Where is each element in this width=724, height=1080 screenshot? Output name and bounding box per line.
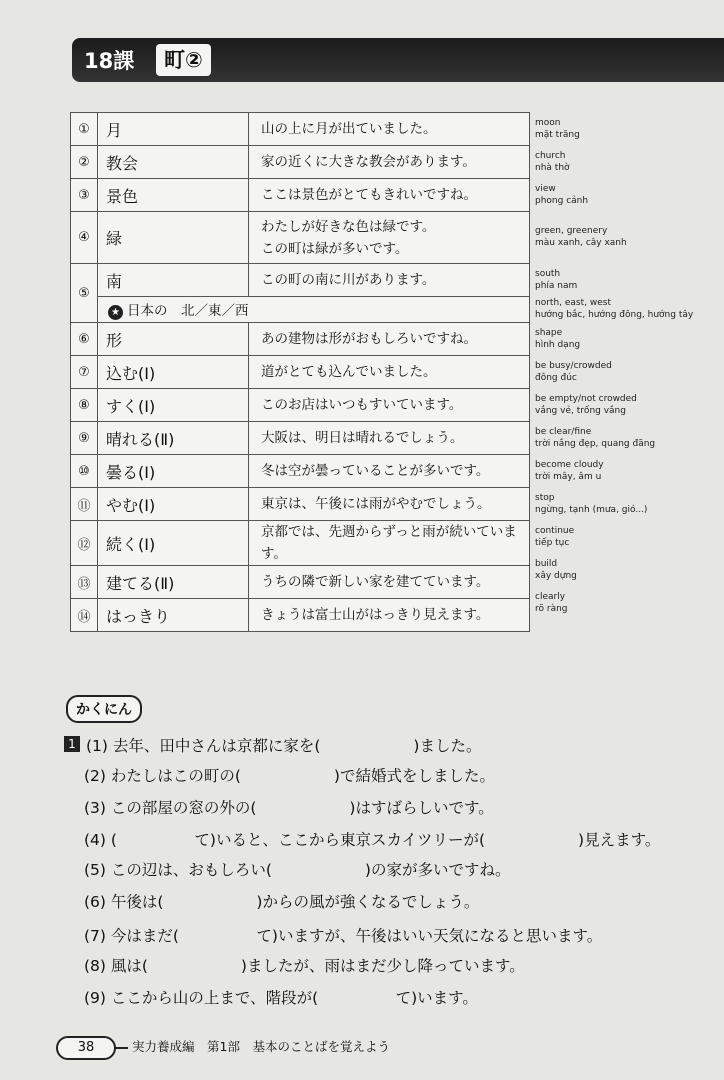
vocab-example	[249, 566, 530, 599]
vocab-meaning	[535, 117, 580, 141]
meaning-english: church	[535, 150, 566, 161]
example-sentence: きょうは富士山がはっきり見えます。	[261, 607, 490, 623]
vocab-word: 込む(Ⅰ)	[98, 356, 249, 389]
exercise-question: (5) この辺は、おもしろい( )の家が多いですね。	[84, 861, 511, 879]
example-sentence: ここは景色がとてもきれいですね。	[261, 187, 477, 203]
vocab-word: 南	[98, 264, 249, 297]
meaning-english: view	[535, 183, 556, 194]
vocab-meaning	[535, 558, 577, 582]
meaning-vietnamese: đông đúc	[535, 372, 577, 383]
example-sentence: 冬は空が曇っていることが多いです。	[261, 463, 490, 479]
vocab-number: ③	[71, 179, 98, 212]
vocab-word: 晴れる(Ⅱ)	[98, 422, 249, 455]
lesson-topic: 町②	[156, 44, 211, 76]
meaning-vietnamese: nhà thờ	[535, 162, 570, 173]
vocab-meaning	[535, 268, 577, 292]
vocab-word: 曇る(Ⅰ)	[98, 455, 249, 488]
meaning-vietnamese: màu xanh, cây xanh	[535, 238, 627, 248]
vocab-row	[71, 422, 530, 455]
meaning-vietnamese: trời nắng đẹp, quang đãng	[535, 438, 656, 449]
meaning-vietnamese: tiếp tục	[535, 537, 570, 548]
example-sentence: このお店はいつもすいています。	[261, 397, 463, 413]
exercise-label: かくにん	[66, 695, 142, 723]
example-sentence: 山の上に月が出ていました。	[261, 121, 437, 137]
vocab-word: 景色	[98, 179, 249, 212]
vocab-row	[71, 264, 530, 297]
vocab-row	[71, 146, 530, 179]
vocab-example	[249, 389, 530, 422]
example-sentence: わたしが好きな色は緑です。	[261, 218, 436, 235]
vocab-word: 形	[98, 323, 249, 356]
meaning-english: shape	[535, 327, 563, 338]
vocab-meaning	[535, 183, 588, 207]
example-sentence: 京都では、先週からずっと雨が続いています。	[261, 524, 517, 562]
direction-text: 日本の 北／東／西	[127, 303, 249, 319]
vocab-example	[249, 521, 530, 566]
meaning-english: be empty/not crowded	[535, 393, 637, 404]
vocab-number: ⑤	[71, 264, 98, 323]
vocab-word: はっきり	[98, 599, 249, 632]
vocab-table	[70, 112, 530, 632]
vocab-example	[249, 422, 530, 455]
footer-divider	[114, 1047, 128, 1049]
lesson-number: 18課	[84, 49, 135, 73]
vocab-number: ⑬	[71, 566, 98, 599]
meaning-vietnamese: trời mây, âm u	[535, 471, 602, 482]
vocab-word: 月	[98, 113, 249, 146]
meaning-vietnamese: phía nam	[535, 280, 578, 291]
meaning-vietnamese: hình dạng	[535, 339, 581, 350]
meaning-english: clearly	[535, 591, 566, 602]
vocab-example	[249, 179, 530, 212]
meaning-english: continue	[535, 525, 575, 536]
vocab-number: ⑪	[71, 488, 98, 521]
vocab-meaning	[535, 360, 612, 384]
vocab-number: ②	[71, 146, 98, 179]
vocab-meaning	[535, 225, 627, 249]
meaning-english: be clear/fine	[535, 426, 592, 437]
meaning-english: green, greenery	[535, 226, 608, 236]
vocab-example	[249, 455, 530, 488]
vocab-number: ①	[71, 113, 98, 146]
vocab-meaning	[535, 327, 580, 351]
vocab-word: 教会	[98, 146, 249, 179]
footer-text: 実力養成編 第1部 基本のことばを覚えよう	[132, 1039, 390, 1054]
vocab-word: やむ(Ⅰ)	[98, 488, 249, 521]
vocab-word: 続く(Ⅰ)	[98, 521, 249, 566]
vocab-meaning	[535, 426, 655, 450]
vocab-example	[249, 264, 530, 297]
vocab-row	[71, 488, 530, 521]
example-sentence: この町は緑が多いです。	[261, 240, 409, 257]
vocab-example	[249, 146, 530, 179]
exercise-question: (4) ( て)いると、ここから東京スカイツリーが( )見えます。	[84, 831, 661, 849]
vocab-word: 建てる(Ⅱ)	[98, 566, 249, 599]
vocab-number: ⑩	[71, 455, 98, 488]
example-sentence: 東京は、午後には雨がやむでしょう。	[261, 496, 491, 512]
meaning-english: build	[535, 558, 558, 569]
vocab-meaning	[535, 459, 604, 483]
vocab-row	[71, 566, 530, 599]
vocab-row	[71, 521, 530, 566]
vocab-word: すく(Ⅰ)	[98, 389, 249, 422]
example-sentence: うちの隣で新しい家を建てています。	[261, 574, 490, 590]
star-icon: ★	[108, 305, 123, 320]
example-sentence: あの建物は形がおもしろいですね。	[261, 331, 477, 347]
meaning-english: north, east, west	[535, 298, 611, 308]
vocab-number: ⑫	[71, 521, 98, 566]
meaning-english: south	[535, 268, 561, 279]
vocab-meaning	[535, 393, 637, 417]
meaning-vietnamese: xây dựng	[535, 570, 577, 581]
example-sentence: 道がとても込んでいました。	[261, 364, 437, 380]
meaning-vietnamese: vắng vẻ, trống vắng	[535, 405, 626, 416]
page-number: 38	[56, 1036, 116, 1060]
meaning-vietnamese: ngừng, tạnh (mưa, gió...)	[535, 504, 648, 515]
vocab-meaning	[535, 150, 570, 174]
vocab-example	[249, 212, 530, 264]
vocab-row	[71, 356, 530, 389]
vocab-row	[71, 599, 530, 632]
meaning-english: stop	[535, 492, 555, 503]
meaning-vietnamese: rõ ràng	[535, 603, 568, 614]
vocab-example	[249, 599, 530, 632]
vocab-number: ④	[71, 212, 98, 264]
exercise-question: (3) この部屋の窓の外の( )はすばらしいです。	[84, 799, 494, 817]
meaning-english: be busy/crowded	[535, 360, 612, 371]
vocab-row	[71, 297, 530, 323]
meaning-vietnamese: hướng bắc, hướng đông, hướng tây	[535, 310, 694, 320]
vocab-meaning	[535, 297, 693, 321]
vocab-number: ⑨	[71, 422, 98, 455]
vocab-row	[71, 179, 530, 212]
vocab-example	[249, 113, 530, 146]
vocab-number: ⑥	[71, 323, 98, 356]
vocab-example	[249, 356, 530, 389]
vocab-row	[71, 323, 530, 356]
vocab-meaning	[535, 525, 574, 549]
vocab-row	[71, 113, 530, 146]
meaning-english: moon	[535, 117, 561, 128]
vocab-example	[249, 488, 530, 521]
vocab-meaning	[535, 492, 647, 516]
example-sentence: この町の南に川があります。	[261, 272, 436, 288]
meaning-vietnamese: mặt trăng	[535, 129, 580, 140]
vocab-example	[249, 323, 530, 356]
direction-note	[98, 297, 530, 323]
vocab-number: ⑦	[71, 356, 98, 389]
vocab-word: 緑	[98, 212, 249, 264]
vocab-number: ⑧	[71, 389, 98, 422]
vocab-row	[71, 389, 530, 422]
question-number-box: 1	[64, 736, 80, 752]
exercise-question: (7) 今はまだ( て)いますが、午後はいい天気になると思います。	[84, 927, 603, 945]
meaning-english: become cloudy	[535, 459, 604, 470]
example-sentence: 家の近くに大きな教会があります。	[261, 154, 476, 170]
vocab-row	[71, 455, 530, 488]
vocab-row	[71, 212, 530, 264]
exercise-question: (9) ここから山の上まで、階段が( て)います。	[84, 989, 478, 1007]
exercise-question: (2) わたしはこの町の( )で結婚式をしました。	[84, 767, 495, 785]
vocab-number: ⑭	[71, 599, 98, 632]
meaning-vietnamese: phong cảnh	[535, 195, 589, 206]
vocab-meaning	[535, 591, 568, 615]
exercise-question: (1) 去年、田中さんは京都に家を( )ました。	[86, 737, 482, 755]
example-sentence: 大阪は、明日は晴れるでしょう。	[261, 430, 464, 446]
exercise-question: (6) 午後は( )からの風が強くなるでしょう。	[84, 893, 480, 911]
exercise-question: (8) 風は( )ましたが、雨はまだ少し降っています。	[84, 957, 525, 975]
